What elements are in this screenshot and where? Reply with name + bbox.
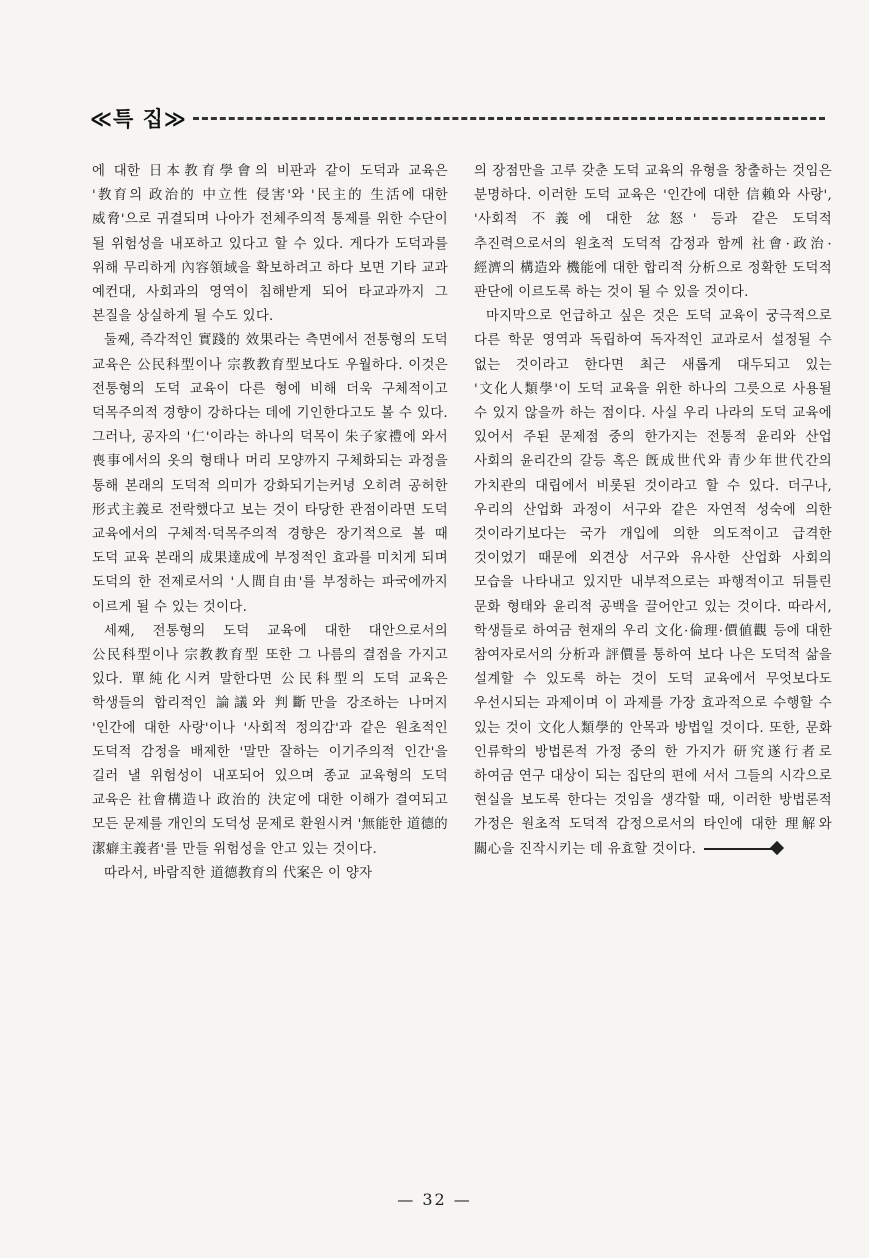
end-of-article-mark <box>704 844 782 854</box>
right-column <box>474 160 832 862</box>
end-mark-line <box>704 848 772 850</box>
right-paragraph-1: 의 장점만을 고루 갖춘 도덕 교육의 유형을 창출하는 것임은 분명하다. 이러한 도덕 교육은 '인간에 대한 信賴와 사랑', '사회적 不義에 대한 忿怒' 등과 같은 도덕적 추진력으로서의 원초적 도덕적 감정과 함께 社會·政治·經濟의 構造와 機能에 대한 합리적 分析으로 정확한 도덕적 판단에 이르도록 하는 것이 될 수 있을 것이다. <box>474 164 832 301</box>
right-paragraph-2 <box>474 305 832 862</box>
right-paragraph-2-text: 마지막으로 언급하고 싶은 것은 도덕 교육이 궁극적으로 다른 학문 영역과 독립하여 독자적인 교과로서 설정될 수 없는 것이라고 한다면 최근 새롭게 대두되고 있는 '文化人類學'이 도덕 교육을 위한 하나의 그릇으로 사용될 수 있지 않을까 하는 점이다. 사실 우리 나라의 도덕 교육에 있어서 주된 문제점 중의 한가지는 전통적 윤리와 산업 사회의 윤리간의 갈등 혹은 旣成世代와 青少年世代간의 가치관의 대립에서 비롯된 것이라고 할 수 있다. 더구나, 우리의 산업화 과정이 서구와 같은 자연적 성숙에 의한 것이라기보다는 국가 개입에 의한 의도적이고 급격한 것이었기 때문에 외견상 서구와 유사한 산업화 사회의 모습을 나타내고 있지만 내부적으로는 파행적이고 뒤틀린 문화 형태와 윤리적 공백을 끌어안고 있는 것이다. 따라서, 학생들로 하여금 현재의 우리 文化·倫理·價値觀 등에 대한 참여자로서의 分析과 評價를 통하여 보다 나은 도덕적 삶을 설계할 수 있도록 하는 것이 도덕 교육에서 무엇보다도 우선시되는 과제이며 이 과제를 가장 효과적으로 수행할 수 있는 것이 文化人類學的 안목과 방법일 것이다. 또한, 문화 인류학의 방법론적 가정 중의 한 가지가 研究遂行者로 하여금 연구 대상이 되는 집단의 편에 서서 그들의 시각으로 현실을 보도록 한다는 것임을 생각할 때, 이러한 방법론적 가정은 원초적 도덕적 감정으로서의 타인에 대한 理解와 關心을 진작시키는 데 유효할 것이다. <box>474 309 832 857</box>
left-paragraph-1: 에 대한 日本教育學會의 비판과 같이 도덕과 교육은 '教育의 政治的 中立性 侵害'와 '民主的 生活에 대한 威脅'으로 귀결되며 나아가 전체주의적 통제를 위한 수단이 될 위험성을 내포하고 있다고 할 수 있다. 게다가 도덕과를 위해 무리하게 內容領域을 확보하려고 하다 보면 기타 교과 예컨대, 사회과의 영역이 침해받게 되어 타교과까지 그 본질을 상실하게 될 수도 있다. <box>92 164 448 325</box>
header-dashed-rule <box>193 117 825 120</box>
section-title: ≪특 집≫ <box>90 107 187 131</box>
left-paragraph-4: 따라서, 바람직한 道德教育의 代案은 이 양자 <box>104 865 373 881</box>
section-header <box>90 103 825 133</box>
left-paragraph-3: 세째, 전통형의 도덕 교육에 대한 대안으로서의 公民科型이나 宗教教育型 또한 그 나름의 결점을 가지고 있다. 單純化시켜 말한다면 公民科型의 도덕 교육은 학생들의 합리적인 論議와 判斷만을 강조하는 나머지 '인간에 대한 사랑'이나 '사회적 정의감'과 같은 원초적인 도덕적 감정을 배제한 '말만 잘하는 이기주의적 인간'을 길러 낼 위험성이 내포되어 있으며 종교 교육형의 도덕 교육은 社會構造나 政治的 決定에 대한 이해가 결여되고 모든 문제를 개인의 도덕성 문제로 환원시켜 '無能한 道德的 潔癖主義者'를 만들 위험성을 안고 있는 것이다. <box>92 623 448 857</box>
left-column <box>92 160 448 886</box>
page-number: — 32 — <box>397 1190 472 1209</box>
left-paragraph-2: 둘째, 즉각적인 實踐的 效果라는 측면에서 전통형의 도덕 교육은 公民科型이나 宗教教育型보다도 우월하다. 이것은 전통형의 도덕 교육이 다른 형에 비해 더욱 구체적이고 덕목주의적 경향이 강하다는 데에 기인한다고도 볼 수 있다. 그러나, 공자의 '仁'이라는 하나의 덕목이 朱子家禮에 와서 喪事에서의 옷의 형태나 머리 모양까지 구체화되는 과정을 통해 본래의 도덕적 의미가 강화되기는커녕 오히려 공허한 形式主義로 전락했다고 보는 것이 타당한 관점이라면 도덕 교육에서의 구체적·덕목주의적 경향은 장기적으로 볼 때 도덕 교육 본래의 成果達成에 부정적인 효과를 미치게 되며 도덕의 한 전제로서의 '人間自由'를 부정하는 파국에까지 이르게 될 수 있는 것이다. <box>92 333 448 615</box>
end-mark-diamond-icon <box>770 841 784 855</box>
